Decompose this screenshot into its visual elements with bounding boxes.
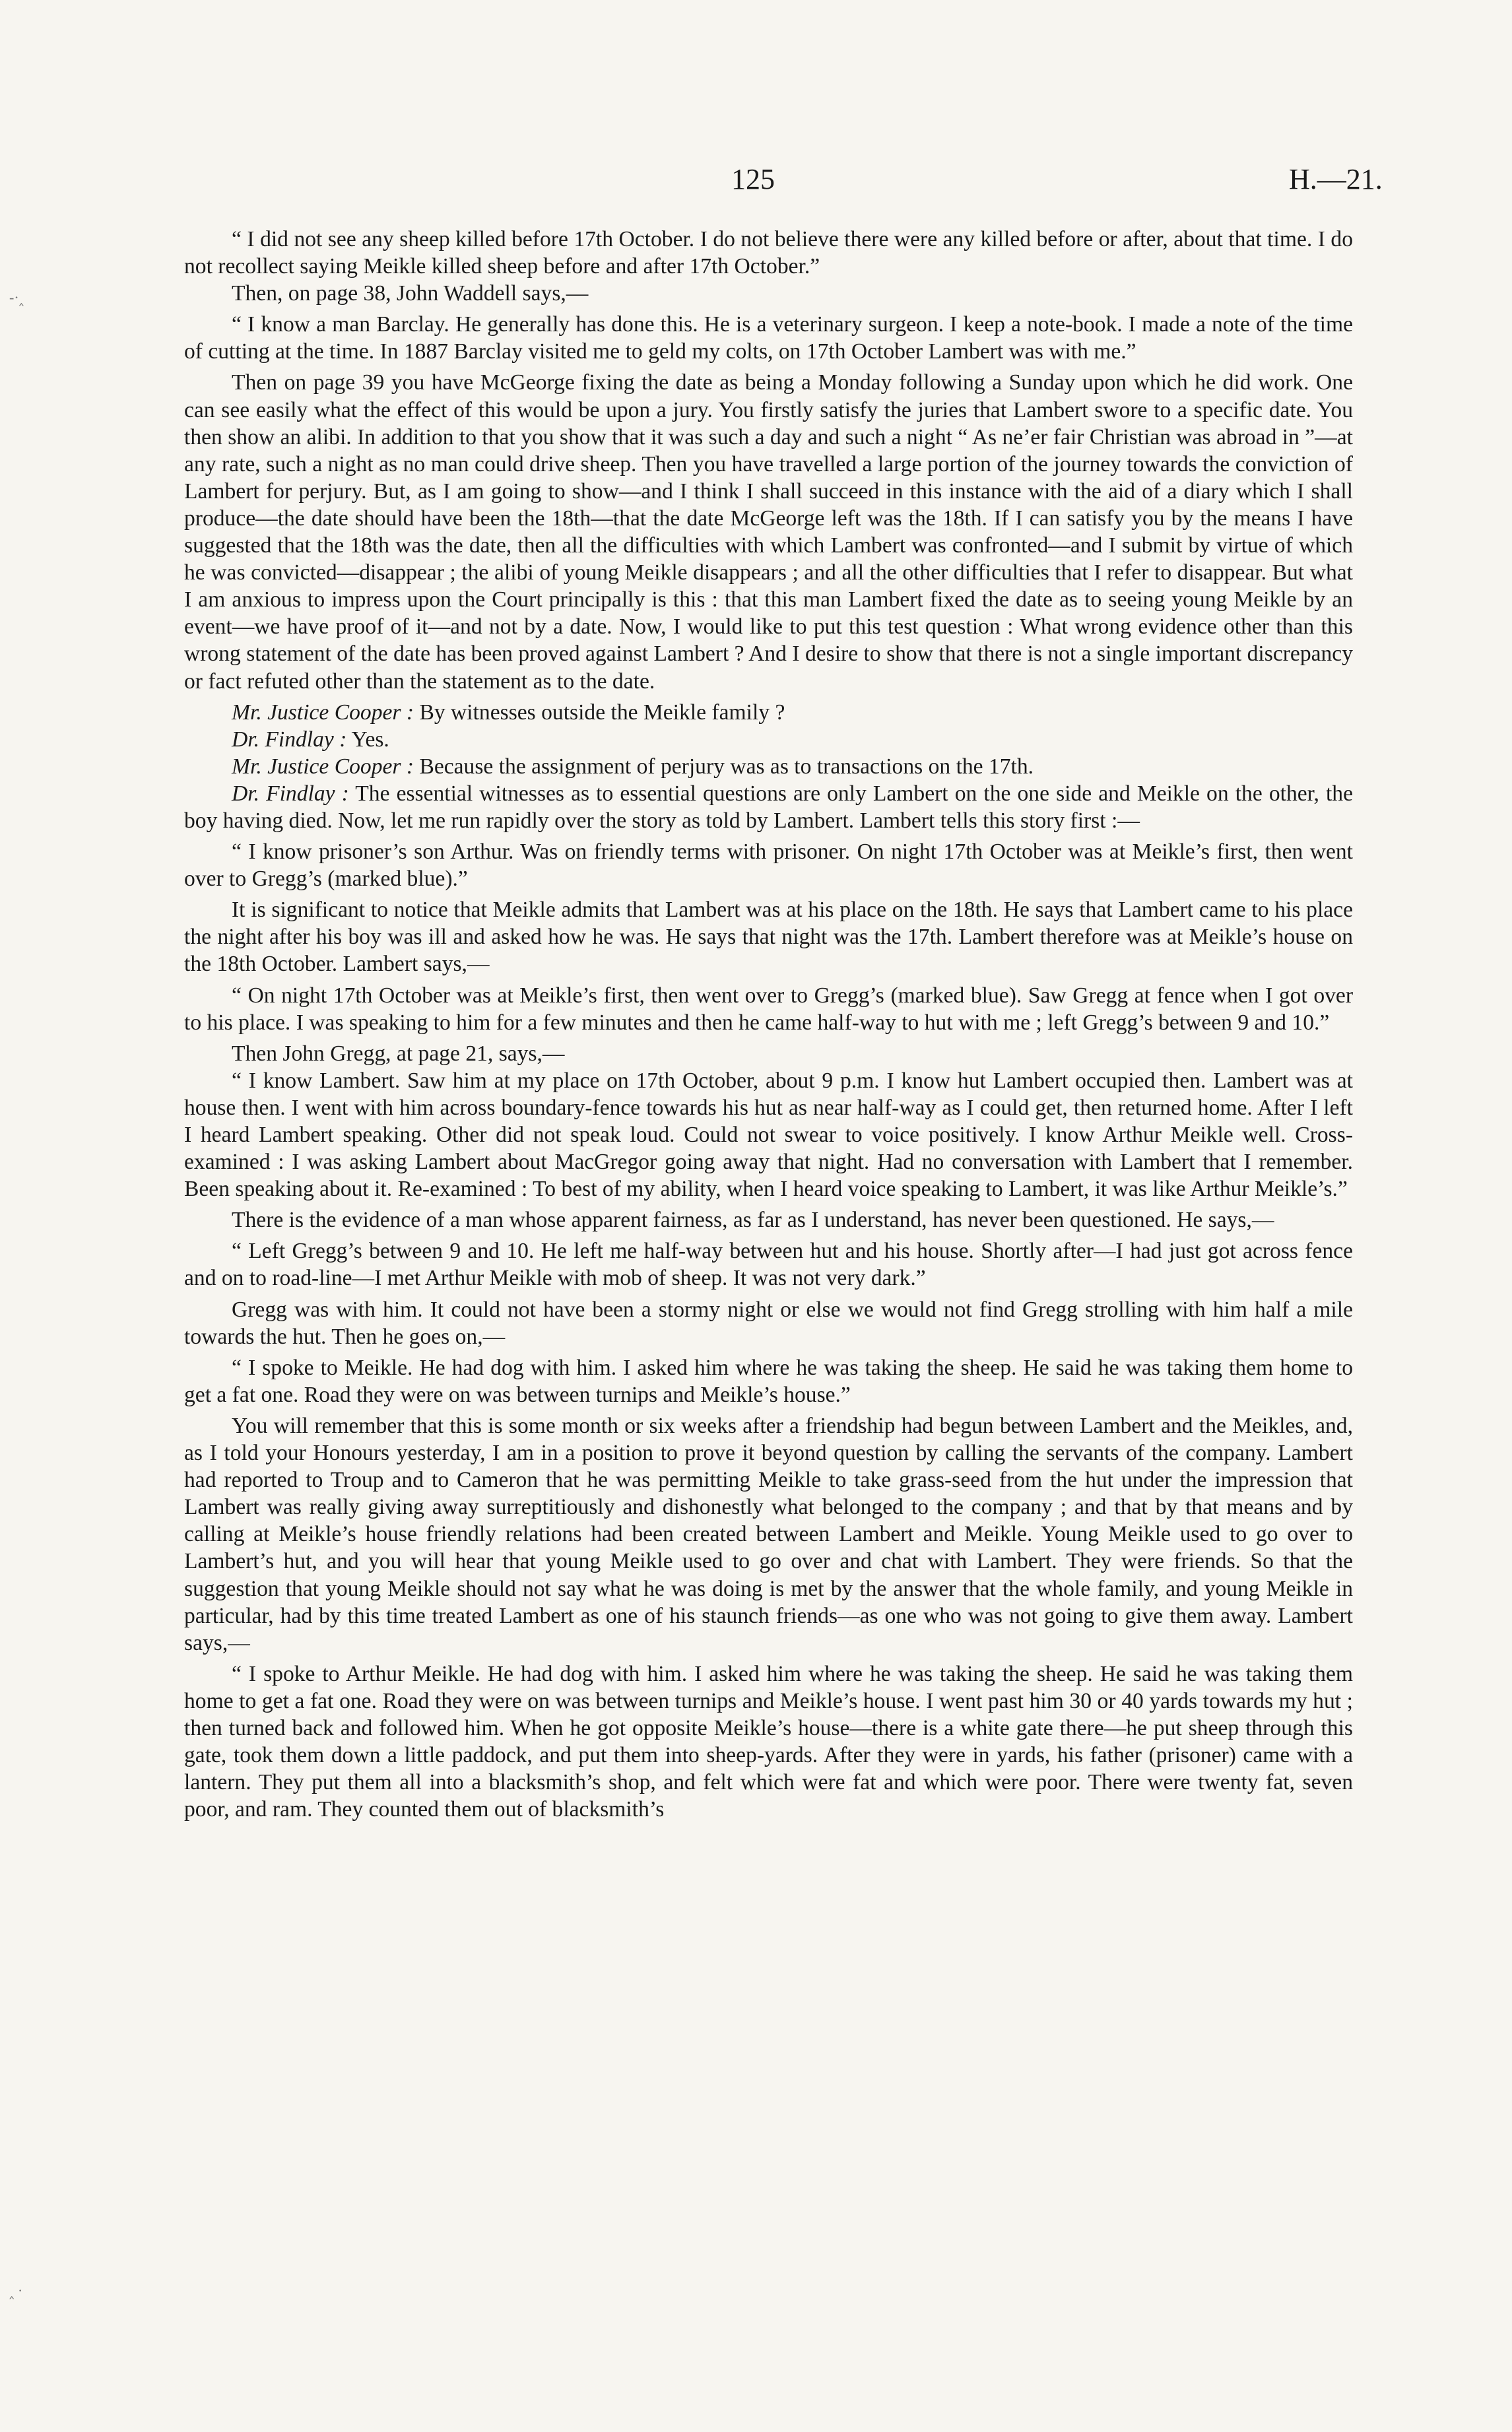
paragraph: “ I know Lambert. Saw him at my place on 17th October, about 9 p.m. I know hut Lambert occupied then. Lambert was at house then. I went with him across boundary-fence towards his hut as near half-way as I could get, then returned home. After I left I heard Lambert speaking. Other did not speak loud. Could not swear to voice positively. I know Arthur Meikle well. Cross-examined : I was asking Lambert about MacGregor going away that night. Had no conversation with Lambert that I remember. Been speaking about it. Re-examined : To best of my ability, when I heard voice speaking to Lambert, it was like Arthur Meikle’s.” bbox=[184, 1068, 1353, 1202]
speech-text: Yes. bbox=[346, 727, 389, 752]
paragraph: Then John Gregg, at page 21, says,— bbox=[232, 1041, 565, 1066]
paragraph: You will remember that this is some month or six weeks after a friendship had begun between Lambert and the Meikles, and, as I told your Honours yesterday, I am in a position to prove it beyond question by calling the servants of the company. Lambert had reported to Troup and to Cameron that he was permitting Meikle to take grass-seed from the hut under the impression that Lambert was really giving away surreptitiously and dishonestly what belonged to the company ; and that by that means and by calling at Meikle’s house friendly relations had been created between Lambert and Meikle. Young Meikle used to go over to Lambert’s hut, and you will hear that young Meikle used to go over and chat with Lambert. They were friends. So that the suggestion that young Meikle should not say what he was doing is met by the answer that the whole family, and young Meikle in particular, had by this time treated Lambert as one of his staunch friends—as one who was not going to give them away. Lambert says,— bbox=[184, 1413, 1353, 1655]
speaker-name: Dr. Findlay : bbox=[232, 727, 347, 752]
paragraph: There is the evidence of a man whose apparent fairness, as far as I understand, has never been questioned. He says,— bbox=[232, 1208, 1274, 1233]
paragraph: It is significant to notice that Meikle admits that Lambert was at his place on the 18th. He says that Lambert came to his place the night after his boy was ill and asked how he was. He says that night was the 17th. Lambert therefore was at Meikle’s house on the 18th October. Lambert says,— bbox=[184, 898, 1353, 977]
document-body bbox=[184, 226, 1353, 1823]
speech-text: The essential witnesses as to essential questions are only Lambert on the one side and Meikle on the other, the boy having died. Now, let me run rapidly over the story as told by Lambert. Lambert tells this story first :— bbox=[184, 781, 1353, 833]
page-number: 125 bbox=[731, 163, 775, 195]
margin-mark: -·‸ bbox=[9, 289, 24, 306]
exchange-line bbox=[184, 753, 1353, 780]
page-header bbox=[0, 162, 1512, 209]
paragraph: Then on page 39 you have McGeorge fixing the date as being a Monday following a Sunday upon which he did work. One can see easily what the effect of this would be upon a jury. You firstly satisfy the juries that Lambert swore to a specific date. You then show an alibi. In addition to that you show that it was such a day and such a night “ As ne’er fair Christian was abroad in ”—at any rate, such a night as no man could drive sheep. Then you have travelled a large portion of the journey towards the conviction of Lambert for perjury. But, as I am going to show—and I think I shall succeed in this instance with the aid of a diary which I shall produce—the date should have been the 18th—that the date McGeorge left was the 18th. If I can satisfy you by the means I have suggested that the 18th was the date, then all the difficulties with which Lambert was confronted—and I submit by virtue of which he was convicted—disappear ; the alibi of young Meikle disappears ; and all the other difficulties that I refer to disappear. But what I am anxious to impress upon the Court principally is this : that this man Lambert fixed the date as to seeing young Meikle by an event—we have proof of it—and not by a date. Now, I would like to put this test question : What wrong evidence other than this wrong statement of the date has been proved against Lambert ? And I desire to show that there is not a single important discrepancy or fact refuted other than the statement as to the date. bbox=[184, 370, 1353, 694]
exchange-line bbox=[184, 780, 1353, 834]
exchange-line bbox=[184, 699, 1353, 726]
speech-text: By witnesses outside the Meikle family ? bbox=[414, 700, 785, 725]
paragraph: “ I spoke to Arthur Meikle. He had dog with him. I asked him where he was taking the sheep. He said he was taking them home to get a fat one. Road they were on was between turnips and Meikle’s house. I went past him 30 or 40 yards towards my hut ; then turned back and followed him. When he got opposite Meikle’s house—there is a white gate there—he put sheep through this gate, took them down a little paddock, and put them into sheep-yards. After they were in yards, his father (prisoner) came with a lantern. They put them all into a blacksmith’s shop, and felt which were fat and which were poor. There were twenty fat, seven poor, and ram. They counted them out of blacksmith’s bbox=[184, 1661, 1353, 1822]
speaker-name: Dr. Findlay : bbox=[232, 781, 349, 806]
paragraph: “ I did not see any sheep killed before 17th October. I do not believe there were any killed before or after, about that time. I do not recollect saying Meikle killed sheep before and after 17th October.” bbox=[184, 227, 1353, 279]
paragraph: Then, on page 38, John Waddell says,— bbox=[232, 281, 589, 306]
paragraph: “ I spoke to Meikle. He had dog with him. I asked him where he was taking the sheep. He said he was taking them home to get a fat one. Road they were on was between turnips and Meikle’s house.” bbox=[184, 1355, 1353, 1407]
paragraph: “ Left Gregg’s between 9 and 10. He left me half-way between hut and his house. Shortly after—I had just got across fence and on to road-line—I met Arthur Meikle with mob of sheep. It was not very dark.” bbox=[184, 1239, 1353, 1291]
paragraph: “ I know prisoner’s son Arthur. Was on friendly terms with prisoner. On night 17th October was at Meikle’s first, then went over to Gregg’s (marked blue).” bbox=[184, 839, 1353, 892]
paragraph: Gregg was with him. It could not have been a stormy night or else we would not find Gregg strolling with him half a mile towards the hut. Then he goes on,— bbox=[184, 1297, 1353, 1349]
paragraph: “ I know a man Barclay. He generally has done this. He is a veterinary surgeon. I keep a note-book. I made a note of the time of cutting at the time. In 1887 Barclay visited me to geld my colts, on 17th October Lambert was with me.” bbox=[184, 312, 1353, 364]
margin-mark: ‸ · bbox=[9, 2282, 23, 2299]
speaker-name: Mr. Justice Cooper : bbox=[232, 700, 414, 725]
speaker-name: Mr. Justice Cooper : bbox=[232, 754, 414, 779]
section-code: H.—21. bbox=[1289, 163, 1383, 195]
exchange-line bbox=[184, 726, 1353, 753]
speech-text: Because the assignment of perjury was as to transactions on the 17th. bbox=[414, 754, 1034, 779]
paragraph: “ On night 17th October was at Meikle’s first, then went over to Gregg’s (marked blue). Saw Gregg at fence when I got over to his place. I was speaking to him for a few minutes and then he came half-way to hut with me ; left Gregg’s between 9 and 10.” bbox=[184, 983, 1353, 1035]
